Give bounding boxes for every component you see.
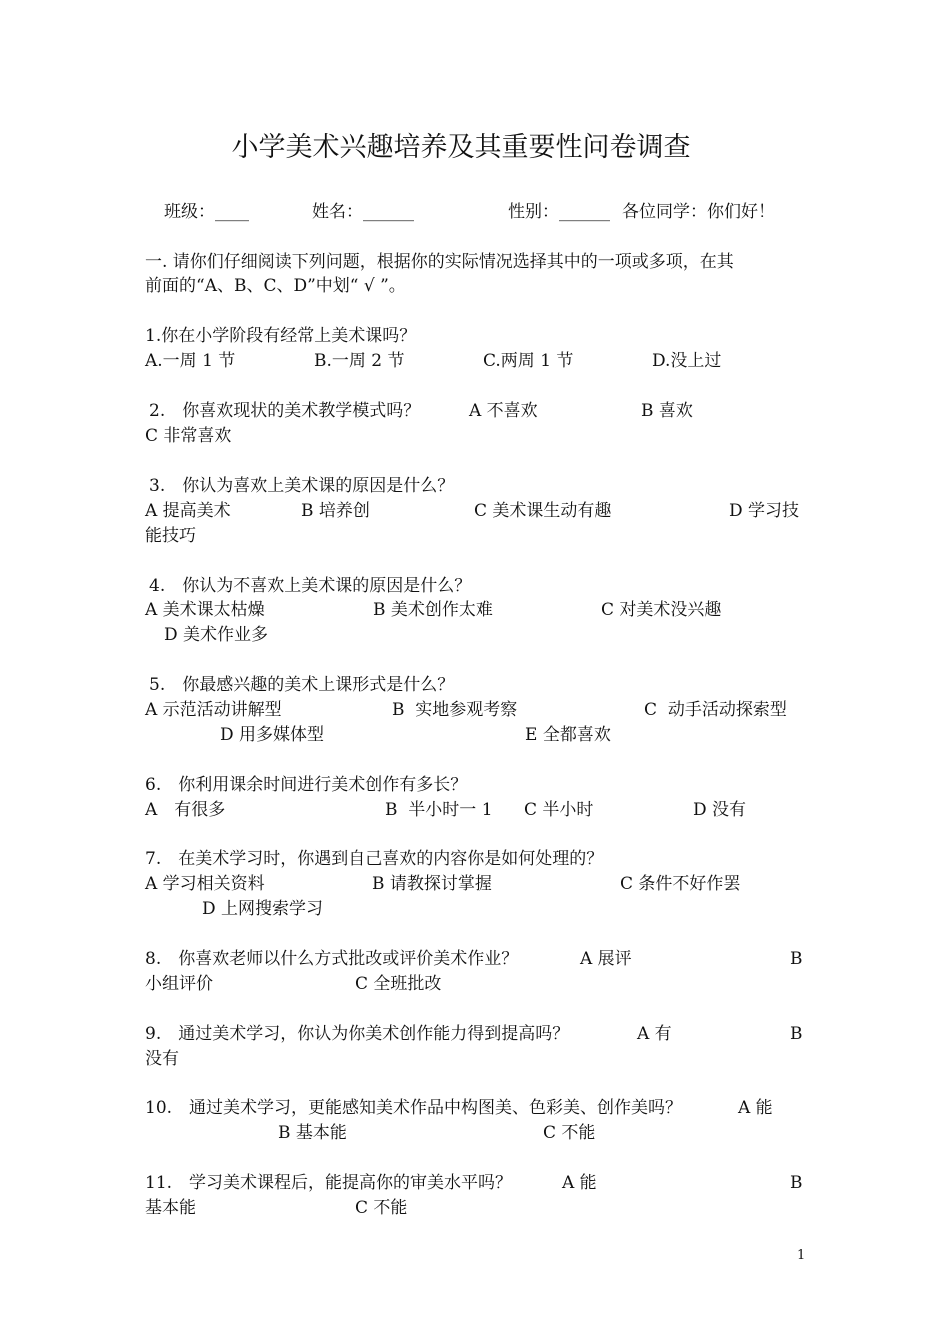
instructions-line-2: 前面的“A、B、C、D”中划“ √ ”。 [145, 276, 406, 296]
question-6: 6. 你利用课余时间进行美术创作有多长？ [145, 775, 468, 795]
q1-option-c: C.两周 1 节 [483, 351, 574, 371]
name-field: 姓名：______ [312, 202, 414, 222]
q6-option-a: A 有很多 [145, 800, 226, 820]
q11-option-a: A 能 [562, 1173, 597, 1193]
q1-option-d: D.没上过 [652, 351, 722, 371]
q1-option-a: A.一周 1 节 [145, 351, 236, 371]
q11-option-b: B [790, 1173, 803, 1193]
q8-option-a: A 展评 [580, 949, 632, 969]
q7-option-b: B 请教探讨掌握 [372, 874, 492, 894]
q10-option-a: A 能 [738, 1098, 773, 1118]
question-10: 10. 通过美术学习，更能感知美术作品中构图美、色彩美、创作美吗？ [145, 1098, 683, 1118]
q3-option-a: A 提高美术 [145, 501, 231, 521]
q3-option-d: D 学习技 [729, 501, 800, 521]
q5-option-a: A 示范活动讲解型 [145, 700, 282, 720]
q4-option-c: C 对美术没兴趣 [601, 600, 722, 620]
q9-option-a: A 有 [637, 1024, 672, 1044]
q9-option-b-cont: 没有 [145, 1049, 179, 1069]
q3-option-c: C 美术课生动有趣 [474, 501, 612, 521]
page-number: 1 [797, 1248, 806, 1263]
q11-option-b-cont: 基本能 [145, 1198, 196, 1218]
q2-option-b: B 喜欢 [641, 401, 693, 421]
q4-option-b: B 美术创作太难 [373, 600, 493, 620]
q9-option-b: B [790, 1024, 803, 1044]
q2-option-c: C 非常喜欢 [145, 426, 232, 446]
question-11: 11. 学习美术课程后，能提高你的审美水平吗？ [145, 1173, 513, 1193]
q7-option-c: C 条件不好作罢 [620, 874, 741, 894]
q10-option-b: B 基本能 [278, 1123, 347, 1143]
q8-option-c: C 全班批改 [355, 974, 442, 994]
question-9: 9. 通过美术学习，你认为你美术创作能力得到提高吗？ [145, 1024, 570, 1044]
question-5: 5. 你最感兴趣的美术上课形式是什么？ [149, 675, 455, 695]
gender-field: 性别：______ [508, 202, 610, 222]
q4-option-d: D 美术作业多 [164, 625, 269, 645]
question-3: 3. 你认为喜欢上美术课的原因是什么？ [149, 476, 455, 496]
page-title: 小学美术兴趣培养及其重要性问卷调查 [231, 132, 691, 163]
q5-option-c: C 动手活动探索型 [644, 700, 787, 720]
q6-option-c: C 半小时 [524, 800, 594, 820]
question-4: 4. 你认为不喜欢上美术课的原因是什么？ [149, 576, 472, 596]
q7-option-d: D 上网搜索学习 [202, 899, 324, 919]
question-8: 8. 你喜欢老师以什么方式批改或评价美术作业？ [145, 949, 519, 969]
question-1: 1.你在小学阶段有经常上美术课吗？ [145, 326, 417, 346]
q5-option-d: D 用多媒体型 [220, 725, 325, 745]
q4-option-a: A 美术课太枯燥 [145, 600, 265, 620]
q8-option-b: B [790, 949, 803, 969]
q3-option-b: B 培养创 [301, 501, 370, 521]
q10-option-c: C 不能 [543, 1123, 596, 1143]
question-2: 2. 你喜欢现状的美术教学模式吗？ [149, 401, 421, 421]
instructions-line-1: 一. 请你们仔细阅读下列问题，根据你的实际情况选择其中的一项或多项，在其 [145, 252, 734, 272]
q11-option-c: C 不能 [355, 1198, 408, 1218]
q7-option-a: A 学习相关资料 [145, 874, 265, 894]
q8-option-b-cont: 小组评价 [145, 974, 213, 994]
greeting: 各位同学：你们好！ [622, 202, 775, 222]
q6-option-b: B 半小时一 1 [385, 800, 493, 820]
class-field: 班级：____ [164, 202, 249, 222]
q6-option-d: D 没有 [693, 800, 747, 820]
question-7: 7. 在美术学习时，你遇到自己喜欢的内容你是如何处理的？ [145, 849, 604, 869]
q3-option-d-cont: 能技巧 [145, 526, 196, 546]
q1-option-b: B.一周 2 节 [314, 351, 405, 371]
q2-option-a: A 不喜欢 [469, 401, 538, 421]
q5-option-e: E 全都喜欢 [525, 725, 611, 745]
q5-option-b: B 实地参观考察 [392, 700, 518, 720]
